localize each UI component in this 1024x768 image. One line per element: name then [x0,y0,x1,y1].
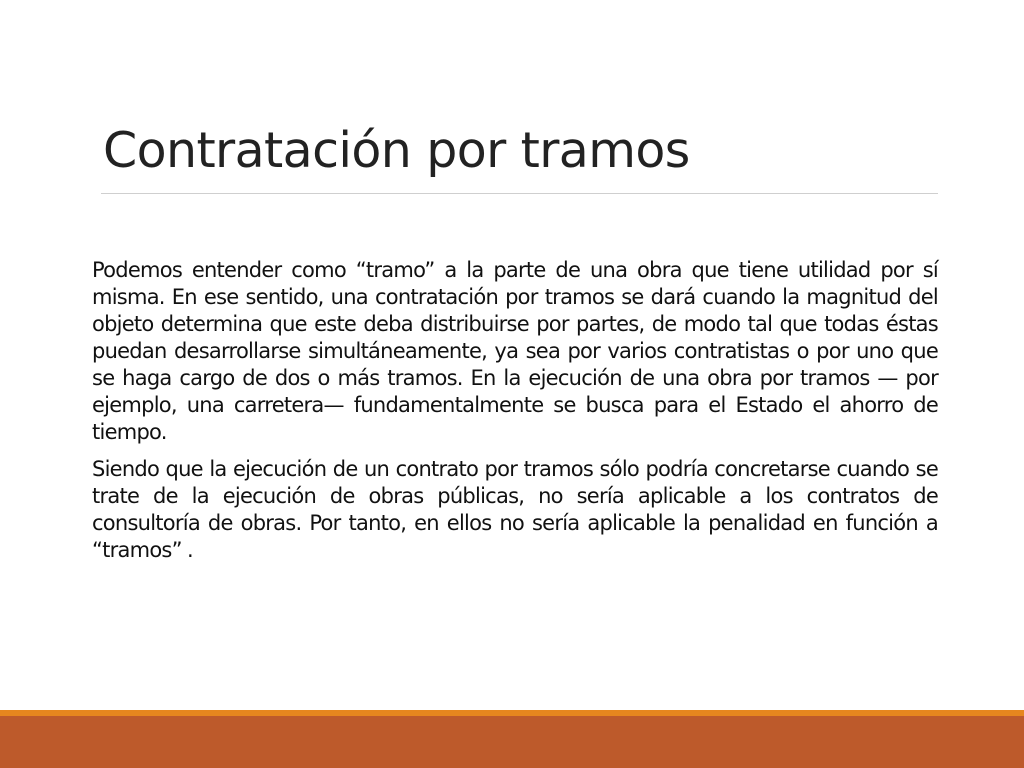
title-divider [101,193,938,194]
body-paragraph-applicability: Siendo que la ejecución de un contrato por tramos sólo podría concretarse cuando se trate de la ejecución de obras públicas, no sería aplicable a los contratos de consultoría de obras. Por tanto, en ellos no sería aplicable la penalidad en función a “tramos” . [92,457,938,562]
body-paragraph-definition: Podemos entender como “tramo” a la parte de una obra que tiene utilidad por sí misma. En ese sentido, una contratación por tramos se dará cuando la magnitud del objeto determina que este deba distribuirse por partes, de modo tal que todas éstas puedan desarrollarse simultáneamente, ya sea por varios contratistas o por uno que se haga cargo de dos o más tramos. En la ejecución de una obra por tramos — por ejemplo, una carretera— fundamentalmente se busca para el Estado el ahorro de tiempo. [92,258,938,444]
slide-title: Contratación por tramos [103,122,690,179]
slide-body [92,257,938,574]
footer-band [0,716,1024,768]
